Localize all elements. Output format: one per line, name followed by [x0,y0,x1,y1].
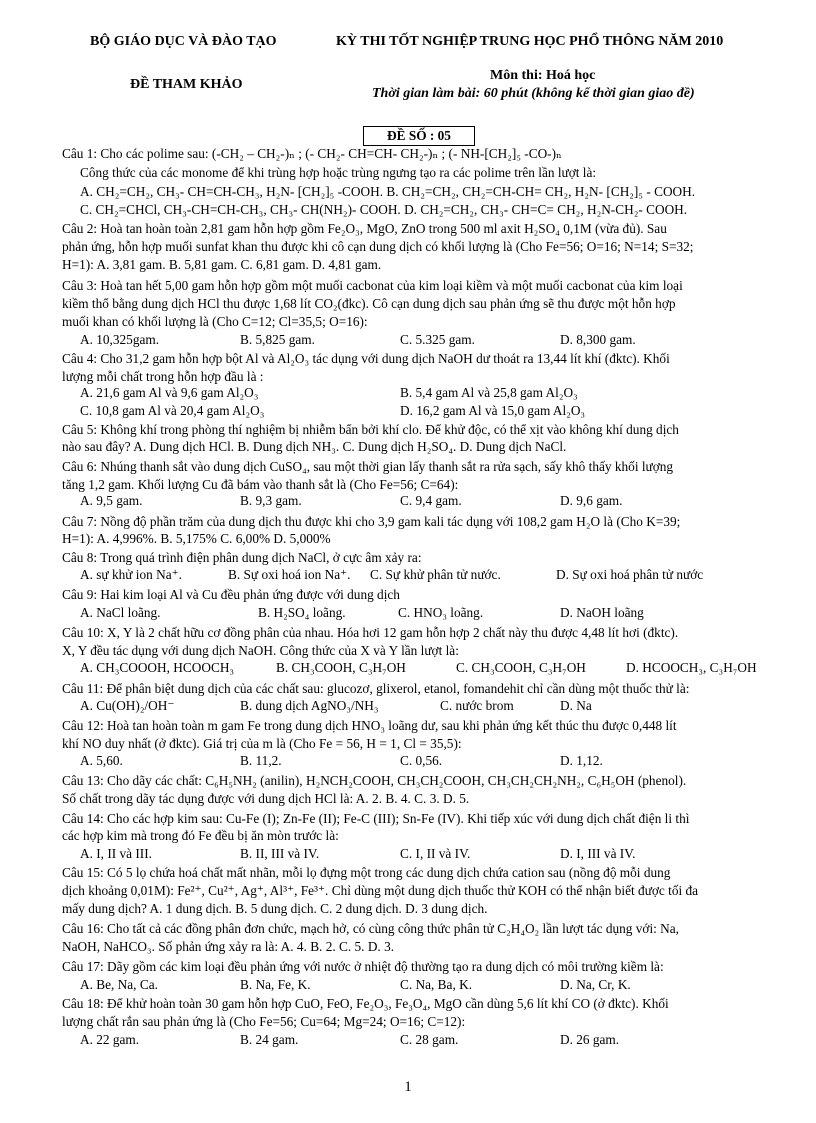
option-a: A. Be, Na, Ca. [80,977,158,992]
question-line: Câu 8: Trong quá trình điện phân dung dịch NaCl, ở cực âm xảy ra: [62,550,422,565]
option-b: B. Sự oxi hoá ion Na⁺. [228,567,351,582]
question-line: tăng 1,2 gam. Khối lượng Cu đã bám vào thanh sắt là (Cho Fe=56; C=64): [62,477,459,492]
option-b: B. 5,825 gam. [240,332,315,347]
option-a: A. 22 gam. [80,1032,140,1047]
question-line: dịch khoảng 0,01M): Fe²⁺, Cu²⁺, Ag⁺, Al³⁺, Fe³⁺. Chỉ dùng một dung dịch thuốc thử KOH có thể nhận biết được tối đa [62,883,699,898]
option-b: B. H₂SO₄ loãng. [258,605,346,620]
option-b: B. II, III và IV. [240,846,320,861]
question-line: Câu 4: Cho 31,2 gam hỗn hợp bột Al và Al₂O₃ tác dụng với dung dịch NaOH dư thoát ra 13,44 lít khí (đktc). Khối [62,351,670,366]
option-line: C. CH₂=CHCl, CH₃-CH=CH-CH₃, CH₃- CH(NH₂)- COOH. D. CH₂=CH₂, CH₃- CH=C= CH₂, H₂N-CH₂- COOH. [80,202,688,217]
question-line: Câu 1: Cho các polime sau: (-CH₂ – CH₂-)ₙ ; (- CH₂- CH=CH- CH₂-)ₙ ; (- NH-[CH₂]₅ -CO-)ₙ [62,146,562,161]
option-c: C. 5.325 gam. [400,332,475,347]
option-b: B. 5,4 gam Al và 25,8 gam Al₂O₃ [400,385,578,400]
option-line: A. CH₂=CH₂, CH₃- CH=CH-CH₃, H₂N- [CH₂]₅ -COOH. B. CH₂=CH₂, CH₂=CH-CH= CH₂, H₂N- [CH₂]₅ - COOH. [80,184,696,199]
option-d: D. Na, Cr, K. [560,977,631,992]
question-line: phản ứng, hỗn hợp muối sunfat khan thu được khi cô cạn dung dịch có khối lượng là (Cho Fe=56; O=16; N=14; S=32; [62,239,694,254]
question-line: mấy dung dịch? A. 1 dung dịch. B. 5 dung dịch. C. 2 dung dịch. D. 3 dung dịch. [62,901,488,916]
option-c: C. 9,4 gam. [400,493,462,508]
option-a: A. NaCl loãng. [80,605,161,620]
doc-type-label: ĐỀ THAM KHẢO [130,77,243,92]
question-line: lượng mỗi chất trong hỗn hợp đầu là : [62,369,264,384]
question-line: Câu 9: Hai kim loại Al và Cu đều phản ứng được với dung dịch [62,587,400,602]
question-line: lượng chất rắn sau phản ứng là (Cho Fe=56; Cu=64; Mg=24; O=16; C=12): [62,1014,466,1029]
option-d: D. 1,12. [560,753,603,768]
option-d: D. 16,2 gam Al và 15,0 gam Al₂O₃ [400,403,586,418]
option-b: B. 24 gam. [240,1032,299,1047]
option-a: A. 21,6 gam Al và 9,6 gam Al₂O₃ [80,385,259,400]
option-b: B. CH₃COOH, C₃H₇OH [276,660,406,675]
options-row [80,976,780,994]
exam-code-box: ĐỀ SỐ : 05 [363,126,475,146]
option-a: A. 5,60. [80,753,123,768]
option-b: B. 11,2. [240,753,282,768]
options-row [80,845,780,863]
option-d: D. HCOOCH₃, C₃H₇OH [626,660,757,675]
option-b: B. dung dịch AgNO₃/NH₃ [240,698,379,713]
option-a: A. 10,325gam. [80,332,160,347]
exam-title: KỲ THI TỐT NGHIỆP TRUNG HỌC PHỔ THÔNG NĂM 2010 [336,34,724,49]
option-d: D. 26 gam. [560,1032,620,1047]
option-d: D. Na [560,698,592,713]
question-line: Câu 6: Nhúng thanh sắt vào dung dịch CuSO₄, sau một thời gian lấy thanh sắt ra rửa sạch, sấy khô thấy khối lượng [62,459,674,474]
question-line: Câu 15: Có 5 lọ chứa hoá chất mất nhãn, mỗi lọ đựng một trong các dung dịch chứa cation sau (nồng độ mỗi dung [62,865,671,880]
question-line: Câu 11: Để phân biệt dung dịch của các chất sau: glucozơ, glixerol, etanol, fomandehit chỉ cần dùng một thuốc thử là: [62,681,690,696]
question-line: muối khan có khối lượng là (Cho C=12; Cl=35,5; O=16): [62,314,368,329]
question-line: Câu 12: Hoà tan hoàn toàn m gam Fe trong dung dịch HNO₃ loãng dư, sau khi phản ứng kết thúc thu được 0,448 lít [62,718,677,733]
options-row [80,492,780,510]
options-row [80,331,780,349]
option-a: A. I, II và III. [80,846,152,861]
option-d: D. 9,6 gam. [560,493,623,508]
option-d: D. 8,300 gam. [560,332,636,347]
option-c: C. HNO₃ loãng. [398,605,484,620]
question-line: Câu 13: Cho dãy các chất: C₆H₅NH₂ (anilin), H₂NCH₂COOH, CH₃CH₂COOH, CH₃CH₂CH₂NH₂, C₆H₅OH (phenol). [62,773,687,788]
question-line: nào sau đây? A. Dung dịch HCl. B. Dung dịch NH₃. C. Dung dịch H₂SO₄. D. Dung dịch NaCl. [62,439,567,454]
subject-label: Môn thi: Hoá học [490,68,596,83]
question-line: Câu 3: Hoà tan hết 5,00 gam hỗn hợp gồm một muối cacbonat của kim loại kiềm và một muối cacbonat của kim loại [62,278,683,293]
question-line: H=1): A. 4,996%. B. 5,175% C. 6,00% D. 5,000% [62,531,331,546]
ministry-label: BỘ GIÁO DỤC VÀ ĐÀO TẠO [90,34,277,49]
option-d: D. NaOH loãng [560,605,644,620]
option-c: C. 10,8 gam Al và 20,4 gam Al₂O₃ [80,403,265,418]
question-line: Câu 14: Cho các hợp kim sau: Cu-Fe (I); Zn-Fe (II); Fe-C (III); Sn-Fe (IV). Khi tiếp xúc với dung dịch chất điện li thì [62,811,690,826]
options-row [80,566,780,584]
option-d: D. I, III và IV. [560,846,636,861]
option-d: D. Sự oxi hoá phân tử nước [556,567,704,582]
question-line: Công thức của các monome để khi trùng hợp hoặc trùng ngưng tạo ra các polime trên lần lượt là: [80,165,597,180]
options-row [80,604,780,622]
option-a: A. CH₃COOOH, HCOOCH₃ [80,660,235,675]
question-line: NaOH, NaHCO₃. Số phản ứng xảy ra là: A. 4. B. 2. C. 5. D. 3. [62,939,395,954]
options-row [80,752,780,770]
option-a: A. 9,5 gam. [80,493,143,508]
question-line: Câu 17: Dãy gồm các kim loại đều phản ứng với nước ở nhiệt độ thường tạo ra dung dịch có môi trường kiềm là: [62,959,664,974]
option-b: B. Na, Fe, K. [240,977,311,992]
question-line: Câu 16: Cho tất cả các đồng phân đơn chức, mạch hở, có cùng công thức phân tử C₂H₄O₂ lần lượt tác dụng với: Na, [62,921,679,936]
option-c: C. I, II và IV. [400,846,471,861]
option-c: C. nước brom [440,698,514,713]
options-row [80,659,780,677]
question-line: khí NO duy nhất (ở đktc). Giá trị của m là (Cho Fe = 56, H = 1, Cl = 35,5): [62,736,462,751]
options-row [80,697,780,715]
question-line: Câu 7: Nồng độ phần trăm của dung dịch thu được khi cho 3,9 gam kali tác dụng với 108,2 gam H₂O là (Cho K=39; [62,514,681,529]
question-line: kiềm thổ bằng dung dịch HCl thu được 1,68 lít CO₂(đkc). Cô cạn dung dịch sau phản ứng sẽ thu được một hỗn hợp [62,296,676,311]
option-a: A. sự khử ion Na⁺. [80,567,182,582]
question-line: Câu 5: Không khí trong phòng thí nghiệm bị nhiễm bẩn bởi khí clo. Để khử độc, có thể xịt vào không khí dung dịch [62,422,679,437]
question-line: Số chất trong dãy tác dụng được với dung dịch HCl là: A. 2. B. 4. C. 3. D. 5. [62,791,470,806]
options-row [80,402,780,420]
option-b: B. 9,3 gam. [240,493,302,508]
options-row [80,384,780,402]
question-line: Câu 10: X, Y là 2 chất hữu cơ đồng phân của nhau. Hóa hơi 12 gam hỗn hợp 2 chất này thu được 4,48 lít hơi (đktc). [62,625,679,640]
page-number: 1 [404,1079,412,1095]
options-row [80,1031,780,1049]
option-c: C. 28 gam. [400,1032,459,1047]
option-c: C. CH₃COOH, C₃H₇OH [456,660,586,675]
question-line: H=1): A. 3,81 gam. B. 5,81 gam. C. 6,81 gam. D. 4,81 gam. [62,257,382,272]
question-line: Câu 2: Hoà tan hoàn toàn 2,81 gam hỗn hợp gồm Fe₂O₃, MgO, ZnO trong 500 ml axit H₂SO₄ 0,1M (vừa đủ). Sau [62,221,667,236]
question-line: các hợp kim mà trong đó Fe đều bị ăn mòn trước là: [62,828,339,843]
time-label: Thời gian làm bài: 60 phút (không kể thời gian giao đề) [372,86,695,101]
option-c: C. Na, Ba, K. [400,977,473,992]
option-a: A. Cu(OH)₂/OH⁻ [80,698,175,713]
option-c: C. Sự khử phân tử nước. [370,567,501,582]
question-line: Câu 18: Để khử hoàn toàn 30 gam hỗn hợp CuO, FeO, Fe₂O₃, Fe₃O₄, MgO cần dùng 5,6 lít khí CO (ở đktc). Khối [62,996,669,1011]
option-c: C. 0,56. [400,753,443,768]
question-line: X, Y đều tác dụng với dung dịch NaOH. Công thức của X và Y lần lượt là: [62,643,459,658]
